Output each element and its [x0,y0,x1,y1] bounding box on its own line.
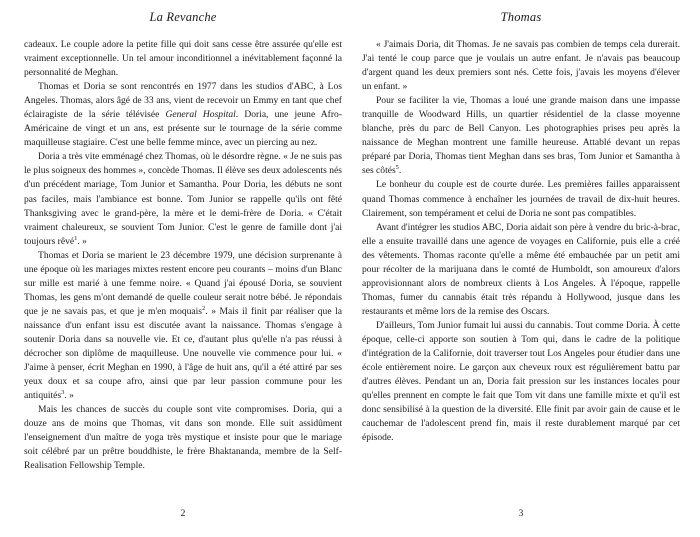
text-run: Le bonheur du couple est de courte durée. Les premières failles apparaissent quand Thomas commence à enchaîner les journées de travail de dix-huit heures. Clairement, son tempérament et celui de Doria ne sont pas compatibles. [362,179,680,219]
footnote-ref: 5 [395,164,399,172]
body-paragraph [24,150,342,248]
body-paragraph [362,178,680,220]
body-paragraph [24,403,342,473]
left-page-body [24,38,342,473]
text-run: cadeaux. Le couple adore la petite fille qui doit sans cesse être assurée qu'elle est vraiment exceptionnelle. Un tel amour inconditionnel a inévitablement façonné la personnalité de Meghan. [24,39,342,79]
text-run: . » [64,390,74,402]
text-run: . » Mais il finit par réaliser que la naissance d'un enfant issu est discutée avant la naissance. Thomas s'engage à soutenir Doria dans sa nouvelle vie. Et ce, d'autant plus qu'elle n'a pas réussi à décrocher son diplôme de maquilleuse. Une nouvelle vie commence pour lui. « J'aime à penser, écrit Meghan en 1990, à l'âge de huit ans, qu'il a été attiré par ses yeux doux et sa coupe afro, ainsi que par leur passion commune pour les antiquités [24,305,342,402]
running-head-right: Thomas [500,10,542,24]
body-paragraph [24,249,342,404]
footnote-ref: 3 [61,389,65,396]
left-page [24,0,342,537]
text-run: Doria a très vite emménagé chez Thomas, où le désordre règne. « Je ne suis pas le plus soigneux des hommes », concède Thomas. Il élève ses deux adolescents nés d'un précédent mariage, Tom Junior et Samantha. Pour Doria, les débuts ne sont pas faciles, mais l'ambiance est bonne. Tom Junior se rappelle qu'ils ont fêté Thanksgiving avec le grand-père, la mère et le demi-frère de Doria. « C'était vraiment chaleureux, se souvient Tom Junior. C'est le genre de famille dont j'ai toujours rêvé [24,151,342,247]
footnote-ref: 2 [202,304,206,312]
body-paragraph [24,38,342,80]
body-paragraph [24,80,342,150]
body-paragraph [362,319,680,445]
text-run: Thomas et Doria se sont rencontrés en 1977 dans les studios d'ABC, à Los Angeles. Thomas, alors âgé de 33 ans, vient de recevoir un Emmy en tant que chef éclairagiste de la série télévisée [24,81,342,121]
text-run: « J'aimais Doria, dit Thomas. Je ne savais pas combien de temps cela durerait. J'ai tenté le coup parce que je voulais un autre enfant. Je n'avais pas beaucoup d'argent quand les deux premiers sont nés. Cette fois, j'avais les moyens d'élever un enfant. » [362,39,680,93]
footnote-ref: 1 [74,234,78,242]
italic-title: General Hospital [165,109,236,121]
text-run: . » [77,235,87,247]
text-run: . [398,165,402,177]
right-page [362,0,680,537]
text-run: D'ailleurs, Tom Junior fumait lui aussi du cannabis. Tout comme Doria. À cette époque, celle-ci apporte son soutien à Tom qui, dans le cadre de la politique d'intégration de la Californie, doit traverser tout Los Angeles pour étudier dans une école entièrement noire. Le garçon aux cheveux roux est régulièrement battu par d'autres élèves. Pendant un an, Doria fait pression sur les instances locales pour qu'elles prennent en compte le fait que Tom vit dans une famille mixte et qu'il est donc sensibilisé à la question de la diversité. Elle finit par avoir gain de cause et le cauchemar de l'adolescent prend fin, mais il reste durablement marqué par cet épisode. [362,319,680,444]
text-run: Thomas et Doria se marient le 23 décembre 1979, une décision surprenante à une époque où les mariages mixtes restent encore peu courants – moins d'un Blanc sur mille est marié à une femme noire. « Quand j'ai épousé Doria, se souvient Thomas, les gens m'ont demandé de quelle couleur serait notre bébé. Je répondais que je ne savais pas, et que je m'en moquais [24,249,342,317]
text-run: Mais les chances de succès du couple sont vite compromises. Doria, qui a douze ans de moins que Thomas, vit dans son monde. Elle suit assidûment l'enseignement d'un maître de yoga très mystique et insiste pour que le mariage soit célébré par un prêtre bouddhiste, le frère Bhaktananda, membre de la Self-Realisation Fellowship Temple. [24,404,342,472]
running-head-left: La Revanche [149,10,217,24]
text-run: Pour se faciliter la vie, Thomas a loué une grande maison dans une impasse tranquille de Woodward Hills, un quartier résidentiel de la classe moyenne blanche, près du parc de Bell Canyon. Les photographies prises peu après la naissance de Meghan montrent une famille heureuse. Attablé devant un repas préparé par Doria, Thomas tient Meghan dans ses bras, Tom Junior et Samantha à ses côtés [362,95,680,177]
page-number-left: 2 [180,509,186,519]
text-run: Avant d'intégrer les studios ABC, Doria aidait son père à vendre du bric-à-brac, elle a ensuite travaillé dans une agence de voyages en Californie, puis elle a créé des vêtements. Thomas raconte qu'elle a même été embauchée par un petit ami pour récolter de la marijuana dans le comté de Humboldt, son amoureux d'alors approvisionnant alors de nombreux clients à Los Angeles. À l'époque, rappelle Thomas, fumer du cannabis était très répandu à Hollywood, jusque dans les restaurants et même lors de la remise des Oscars. [362,221,680,317]
right-page-body [362,38,680,445]
body-paragraph [362,221,680,319]
text-run: . Doria, une jeune Afro-Américaine de vingt et un ans, est présente sur le tournage de la série comme maquilleuse stagiaire. C'est une belle femme mince, avec un piercing au nez. [24,109,342,149]
page-number-right: 3 [518,509,524,519]
body-paragraph [362,38,680,94]
body-paragraph [362,94,680,178]
